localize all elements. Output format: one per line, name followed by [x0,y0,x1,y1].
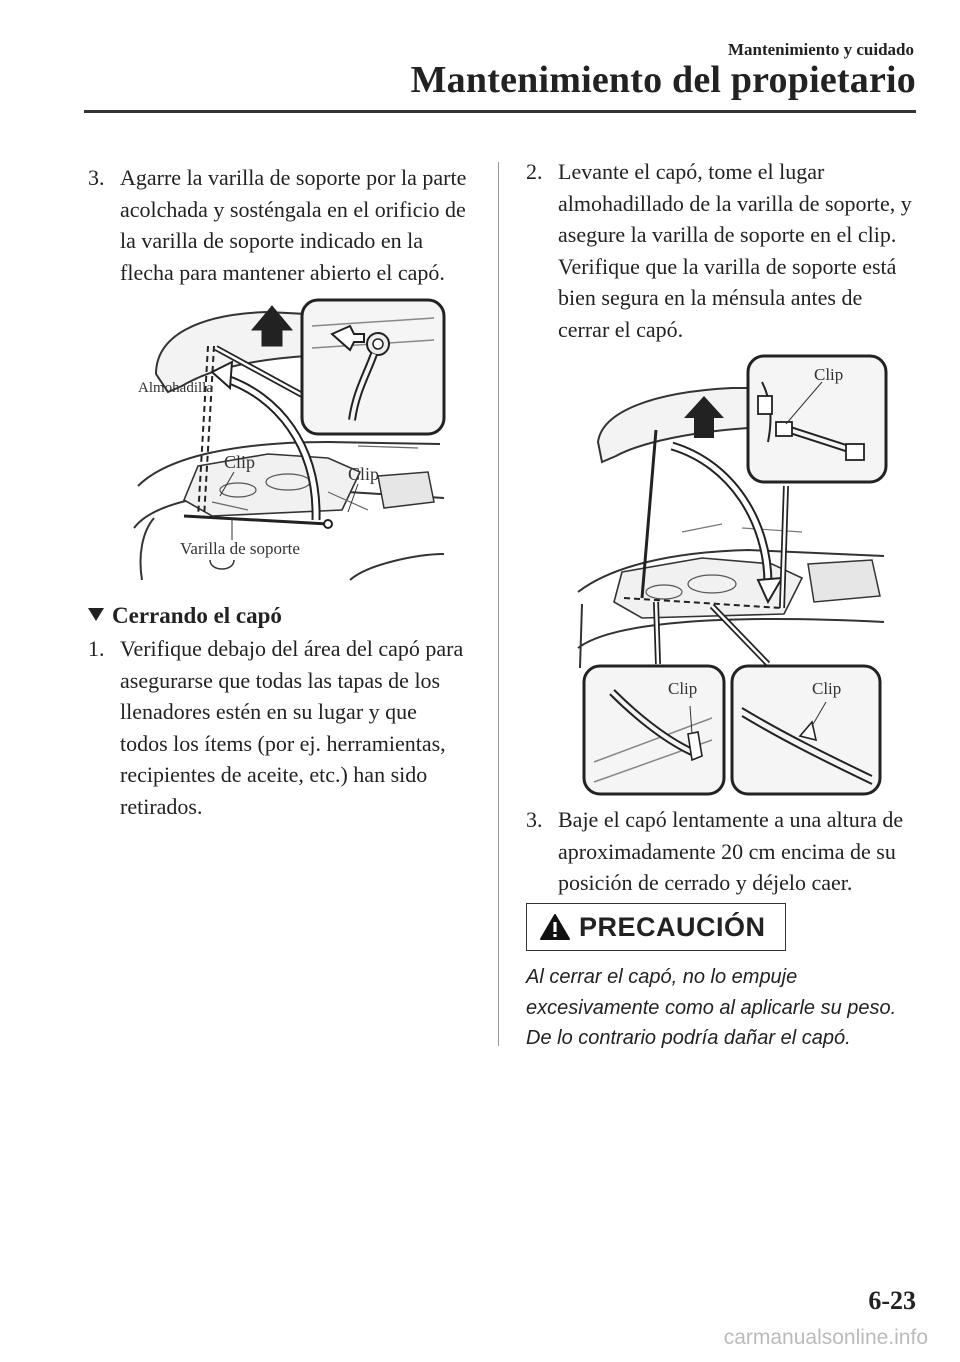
label-clip-right: Clip [348,464,380,484]
warning-triangle-icon [539,913,571,941]
right-step-2 [526,156,916,345]
caution-label: PRECAUCIÓN [579,912,766,942]
step-number: 3. [526,807,543,832]
subheading-closing-hood: Cerrando el capó [88,603,282,629]
header-rule [84,110,916,113]
step-number: 3. [88,165,105,190]
hood-support-rod-illustration [128,296,450,586]
step-text: Agarre la varilla de soporte por la parte acolchada y sosténgala en el orificio de la varilla de soporte indicado en la flecha para mantener abierto el capó. [120,165,467,285]
page-number: 6-23 [868,1286,916,1315]
step-number: 1. [88,636,105,661]
left-step-3 [88,162,470,288]
triangle-bullet-icon [88,608,104,621]
watermark-url: carmanualsonline.info [723,1326,928,1349]
caution-text: Al cerrar el capó, no lo empuje excesivamente como al aplicarle su peso. De lo contrario podría dañar el capó. [526,966,897,1049]
column-divider [498,162,499,1046]
left-step-1 [88,633,470,822]
label-almohadilla: Almohadilla [138,380,213,396]
label-varilla: Varilla de soporte [180,539,300,558]
right-step-3 [526,804,916,899]
label-clip-bottom-right: Clip [812,679,842,698]
label-clip-top: Clip [814,365,844,384]
page-title: Mantenimiento del propietario [410,59,916,101]
step-text: Verifique debajo del área del capó para asegurarse que todas las tapas de los llenadores estén en su lugar y que todos los ítems (por ej. herramientas, recipientes de aceite, etc.) han sido retirados. [120,636,464,819]
step-text: Levante el capó, tome el lugar almohadillado de la varilla de soporte, y asegure la varilla de soporte en el clip. Verifique que la varilla de soporte está bien segura en la ménsula antes de cerrar el capó. [558,159,912,342]
step-text: Baje el capó lentamente a una altura de aproximadamente 20 cm encima de su posición de cerrado y déjelo caer. [558,807,904,895]
caution-box [526,903,786,951]
label-clip-left: Clip [224,452,256,472]
support-rod-clip-illustration [572,352,892,798]
section-label: Mantenimiento y cuidado [727,40,914,59]
label-clip-bottom-left: Clip [668,679,698,698]
step-number: 2. [526,159,543,184]
